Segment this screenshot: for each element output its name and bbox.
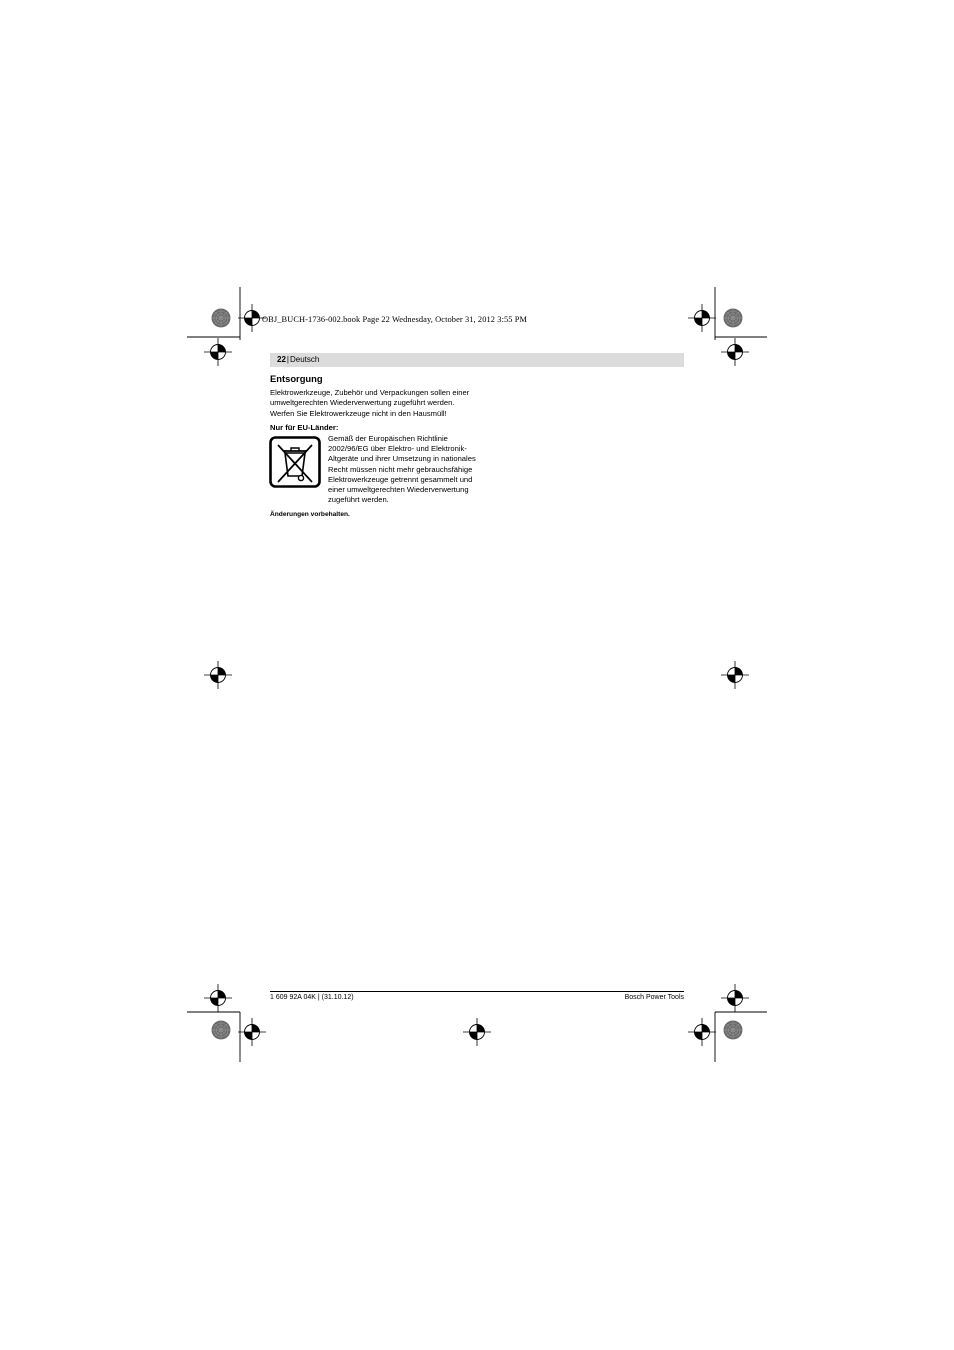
section-title: Entsorgung [270,373,323,384]
registration-mark-icon [204,661,232,689]
page-number: 22 [277,355,286,364]
eu-line: Gemäß der Europäischen Richtlinie [328,434,448,443]
paragraph-disposal [270,388,490,408]
registration-mark-icon [204,338,232,366]
registration-mark-icon [688,304,716,332]
footer-rule [270,991,684,992]
eu-countries-title: Nur für EU-Länder: [270,423,339,432]
page-header-bar [270,353,684,367]
registration-mark-icon [721,338,749,366]
eu-line: Elektrowerkzeuge getrennt gesammelt und [328,474,473,484]
crossed-out-wheelie-bin-icon [269,436,321,488]
registration-mark-icon [688,1018,716,1046]
eu-line: Recht müssen nicht mehr gebrauchsfähige [328,464,473,474]
color-target-icon [724,309,743,328]
color-target-icon [212,1021,231,1040]
page-language: Deutsch [289,355,320,364]
registration-mark-icon [238,1018,266,1046]
color-target-icon [724,1021,743,1040]
paragraph-household-waste: Werfen Sie Elektrowerkzeuge nicht in den Hausmüll! [270,409,447,418]
eu-line: 2002/96/EG über Elektro- und Elektronik- [328,444,467,454]
color-target-icon [212,309,231,328]
registration-mark-icon [204,984,232,1012]
paragraph-line: umweltgerechten Wiederverwertung zugeführt werden. [270,398,455,407]
eu-line: Altgeräte und ihrer Umsetzung in nationales [328,454,476,464]
registration-mark-icon [721,984,749,1012]
print-header: OBJ_BUCH-1736-002.book Page 22 Wednesday, October 31, 2012 3:55 PM [262,315,528,324]
registration-mark-icon [463,1018,491,1046]
eu-line: einer umweltgerechten Wiederverwertung [328,485,469,495]
page-separator: | [286,355,289,364]
paragraph-line: Elektrowerkzeuge, Zubehör und Verpackungen sollen einer [270,388,470,397]
registration-mark-icon [721,661,749,689]
footer-document-code: 1 609 92A 04K | (31.10.12) [270,994,354,1001]
eu-directive-text [328,434,478,505]
changes-reserved-note: Änderungen vorbehalten. [270,511,350,518]
eu-line: zugeführt werden. [328,495,389,505]
footer-brand: Bosch Power Tools [624,994,684,1001]
